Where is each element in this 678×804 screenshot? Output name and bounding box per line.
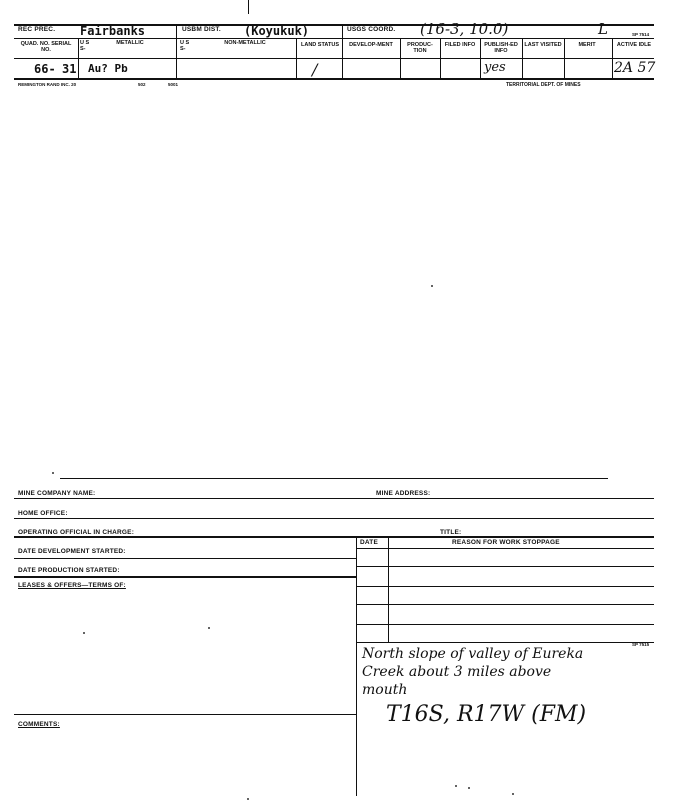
mine-company-label: MINE COMPANY NAME:	[18, 490, 96, 497]
date-dev-label: DATE DEVELOPMENT STARTED:	[18, 548, 126, 555]
divider	[342, 24, 343, 78]
header-rule-2	[14, 58, 654, 59]
row-land-status: /	[312, 60, 318, 79]
row-metallic: Au? Pb	[88, 62, 128, 75]
divider	[176, 24, 177, 78]
row-serial: 31	[62, 62, 77, 76]
code-1: 502	[138, 82, 146, 87]
usbm-dist-label: USBM DIST.	[182, 26, 221, 33]
col-non-metallic: NON-METALLIC	[224, 40, 266, 46]
home-office-label: HOME OFFICE:	[18, 510, 68, 517]
usgs-coord-label: USGS COORD.	[347, 26, 396, 33]
col-production: PRODUC-TION	[407, 42, 433, 54]
col-merit: MERIT	[578, 42, 596, 48]
speck	[52, 472, 54, 474]
rule	[356, 566, 654, 567]
row-active-idle: 2A 57	[614, 60, 656, 76]
speck	[208, 627, 210, 629]
leases-label: LEASES & OFFERS—TERMS OF:	[18, 582, 126, 589]
dept-name: TERRITORIAL DEPT. OF MINES	[506, 82, 581, 88]
note-line-2: Creek about 3 miles above	[362, 664, 552, 680]
usgs-extra: L	[598, 20, 608, 38]
col-quad: QUAD. NO.	[20, 41, 50, 47]
speck	[468, 787, 470, 789]
usbm-dist-value: (Koyukuk)	[244, 24, 310, 38]
header-rule	[14, 38, 654, 39]
col-published-info: PUBLISH-ED INFO	[484, 42, 518, 54]
top-tick	[248, 0, 249, 14]
form-number-2: SP 7515	[632, 642, 650, 647]
header-bottom-rule	[14, 78, 654, 80]
location-note: T16S, R17W (FM)	[386, 702, 587, 727]
fold-curve	[60, 478, 608, 479]
comments-label: COMMENTS:	[18, 721, 60, 728]
col-development: DEVELOP-MENT	[349, 42, 393, 48]
rule	[14, 714, 356, 715]
row-published-info: yes	[484, 60, 506, 75]
date-prod-label: DATE PRODUCTION STARTED:	[18, 567, 120, 574]
code-2: 5001	[168, 82, 179, 87]
rule	[356, 548, 654, 549]
date-col-label: DATE	[360, 539, 379, 546]
col-quad-serial	[16, 41, 76, 53]
col-active-idle: ACTIVE IDLE	[616, 42, 652, 48]
divider	[388, 536, 389, 642]
speck	[512, 793, 514, 795]
col-usa1: U S S-	[80, 40, 90, 52]
note-line-3: mouth	[362, 682, 408, 698]
col-serial: SERIAL NO.	[41, 41, 72, 53]
speck	[455, 785, 457, 787]
printer-mark: REMINGTON RAND INC. 20	[18, 82, 77, 87]
rule	[14, 536, 654, 538]
rule	[356, 624, 654, 625]
rule	[356, 586, 654, 587]
col-land-status: LAND STATUS	[301, 42, 339, 48]
title-label: TITLE:	[440, 529, 462, 536]
form-number: SP 7514	[632, 32, 650, 37]
rec-prec-value: Fairbanks	[80, 24, 146, 38]
mine-address-label: MINE ADDRESS:	[376, 490, 431, 497]
rule	[14, 518, 654, 519]
divider	[356, 536, 357, 796]
rule	[14, 576, 356, 578]
col-last-visited: LAST VISITED	[524, 42, 562, 48]
row-quad: 66-	[34, 62, 56, 76]
speck	[431, 285, 433, 287]
rule	[14, 498, 654, 499]
speck	[83, 632, 85, 634]
col-metallic: METALLIC	[116, 40, 144, 46]
col-usa2: U S S-	[180, 40, 190, 52]
speck	[247, 798, 249, 800]
rec-prec-label: REC PREC.	[18, 26, 56, 33]
usgs-coord-value: (16-3, 10.0)	[420, 20, 509, 38]
reason-col-label: REASON FOR WORK STOPPAGE	[452, 539, 560, 546]
col-filed-info: FILED INFO	[444, 42, 476, 48]
operating-official-label: OPERATING OFFICIAL IN CHARGE:	[18, 529, 135, 536]
rule	[356, 604, 654, 605]
rule	[14, 558, 356, 559]
note-line-1: North slope of valley of Eureka	[362, 646, 584, 662]
rule	[356, 642, 654, 643]
